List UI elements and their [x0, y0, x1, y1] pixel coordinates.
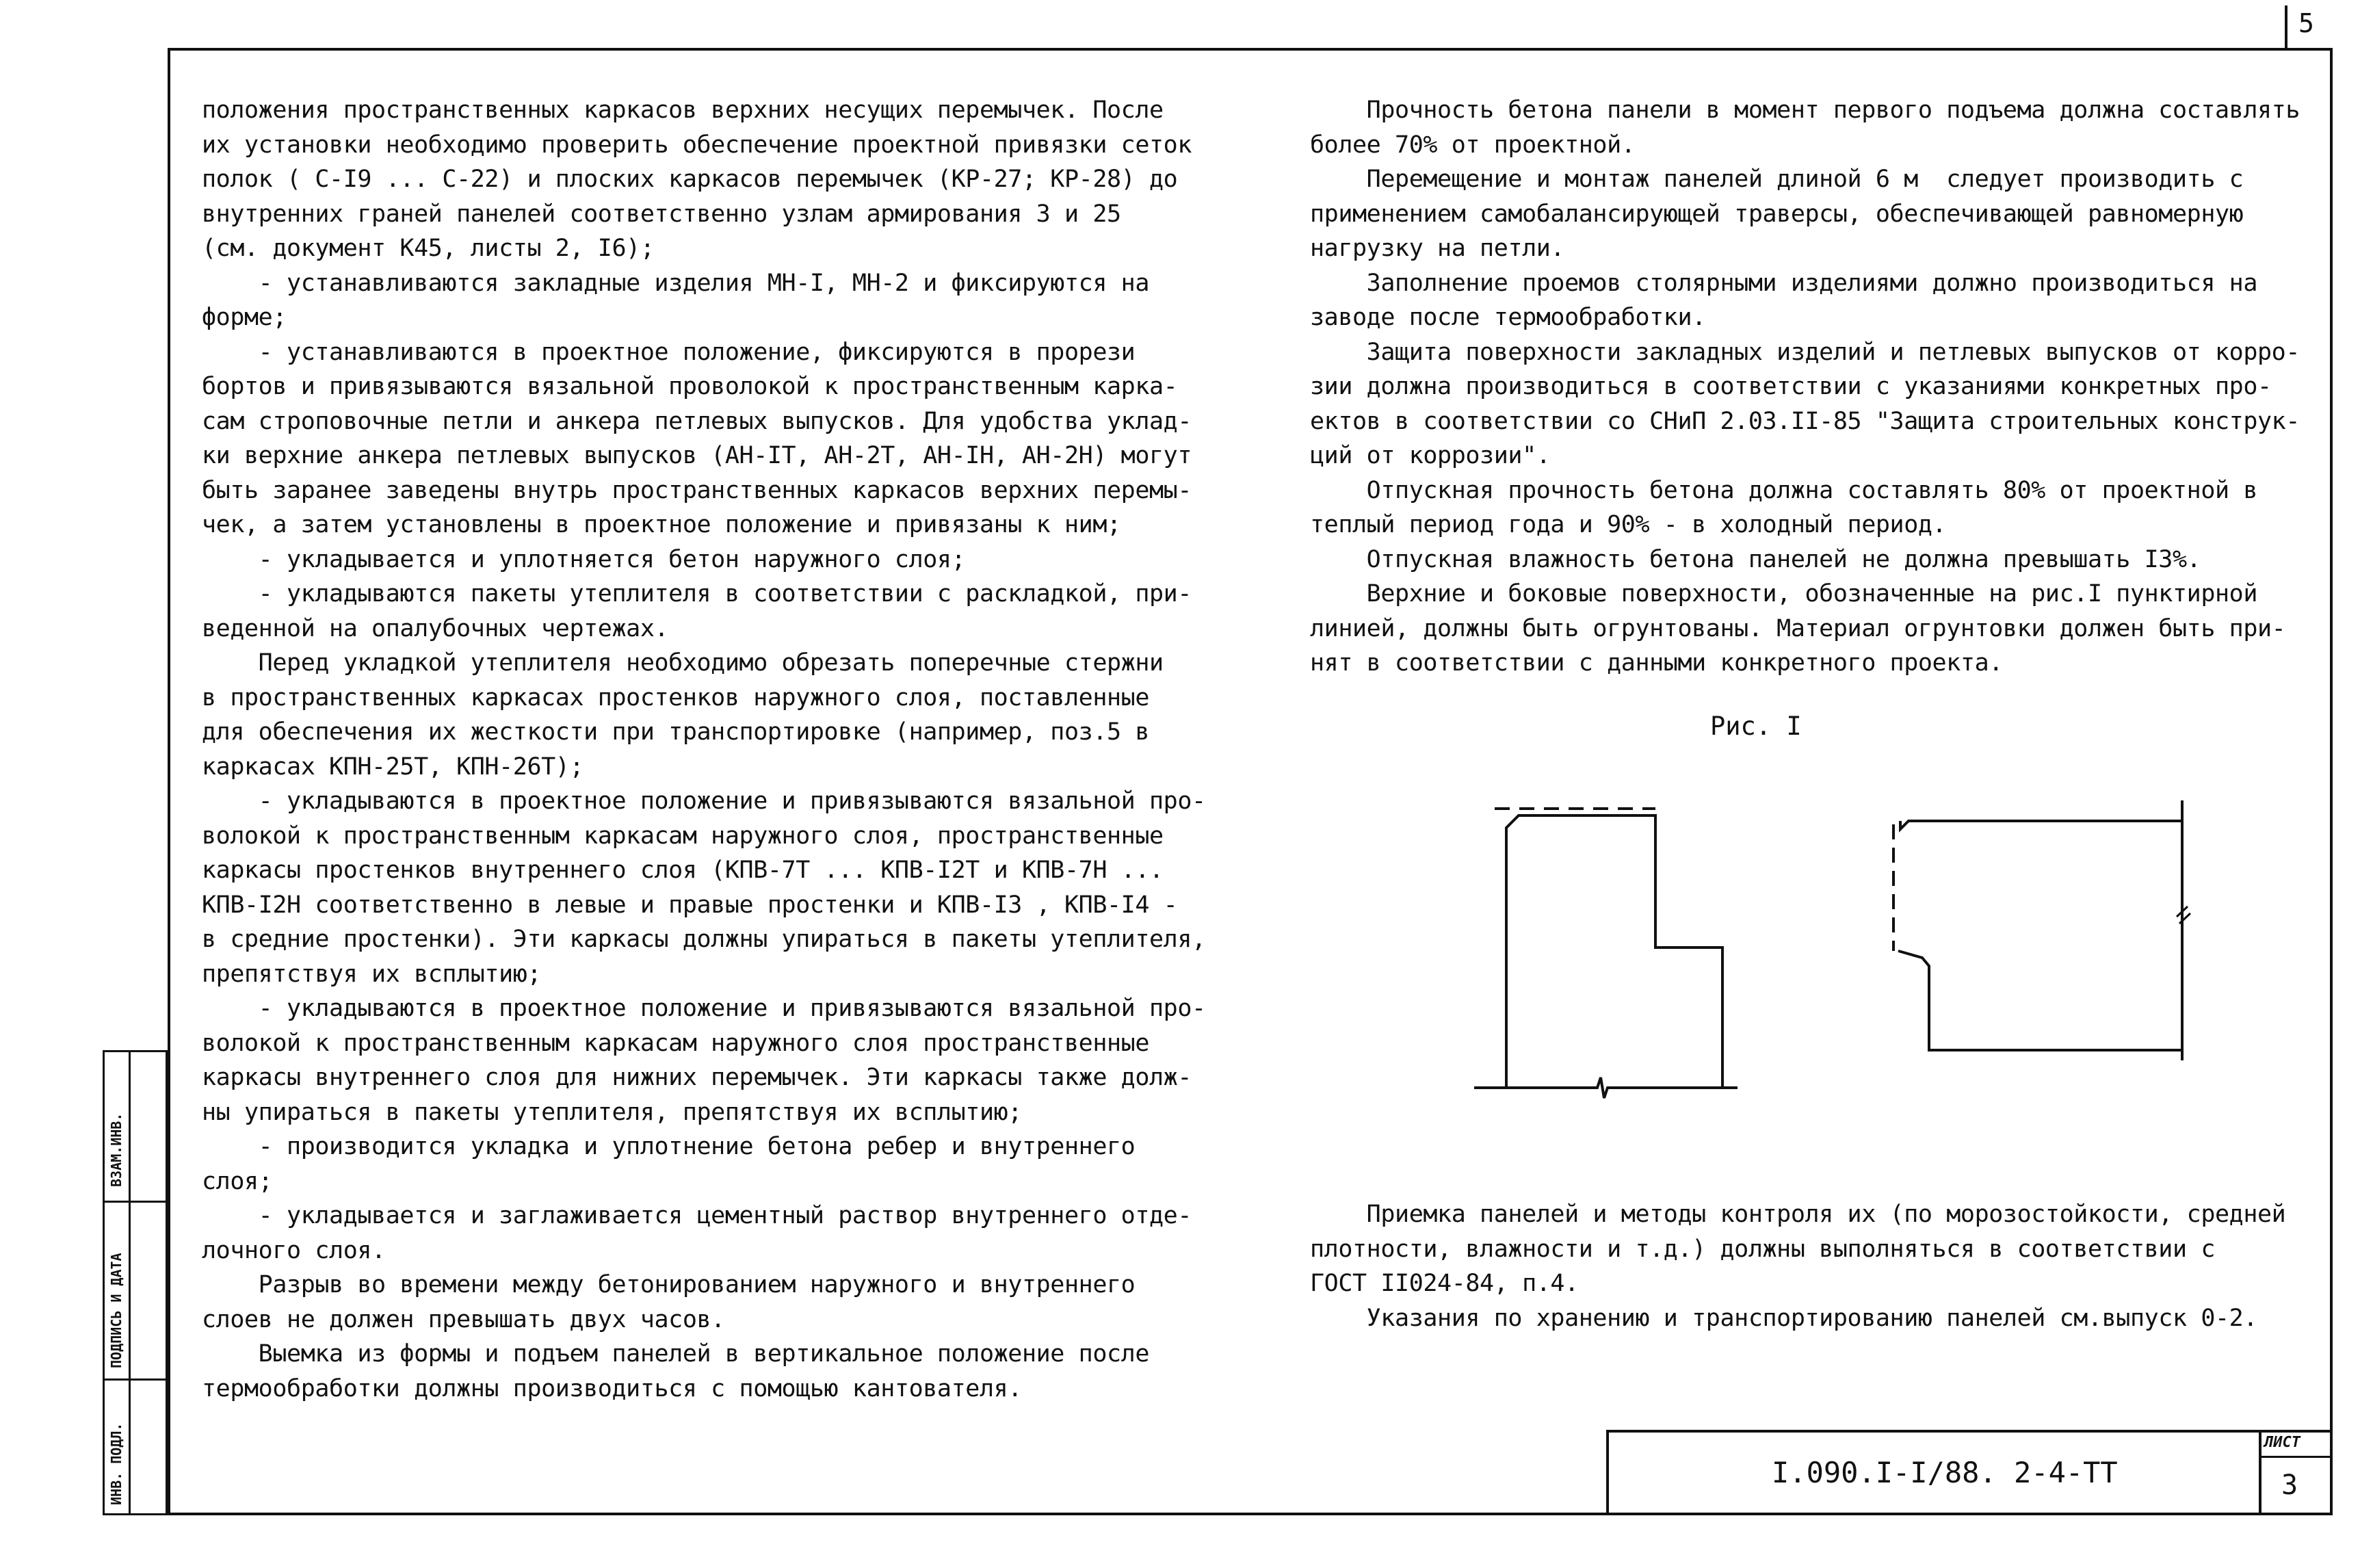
right-text-column-bottom	[1310, 1197, 2285, 1335]
text-line: нят в соответствии с данными конкретного проекта.	[1310, 649, 2003, 677]
text-line: Разрыв во времени между бетонированием наружного и внутреннего	[202, 1271, 1136, 1298]
sheet-number-top: 5	[2298, 8, 2314, 38]
text-line: Перед укладкой утеплителя необходимо обрезать поперечные стержни	[202, 649, 1164, 677]
text-line: волокой к пространственным каркасам наружного слоя пространственные	[202, 1029, 1150, 1057]
figure-caption: Рис. I	[1710, 711, 1802, 741]
text-line: зии должна производиться в соответствии с указаниями конкретных про-	[1310, 373, 2272, 400]
left-text-column	[202, 93, 1206, 1406]
text-line: Перемещение и монтаж панелей длиной 6 м следует производить с	[1310, 166, 2244, 193]
sheet-cell-divider	[2259, 1456, 2333, 1458]
text-line: Выемка из формы и подъем панелей в вертикальное положение после	[202, 1340, 1150, 1368]
stamp-divider	[103, 1201, 168, 1203]
stamp-label-replace: ВЗАМ.ИНВ.	[108, 1112, 124, 1187]
text-line: Отпускная влажность бетона панелей не должна превышать I3%.	[1310, 545, 2201, 573]
text-line: волокой к пространственным каркасам наружного слоя, пространственные	[202, 822, 1164, 850]
text-line: Указания по хранению и транспортированию панелей см.выпуск 0-2.	[1310, 1304, 2258, 1332]
text-line: их установки необходимо проверить обеспечение проектной привязки сеток	[202, 131, 1192, 159]
stamp-label-sign-date: ПОДПИСЬ И ДАТА	[108, 1253, 124, 1368]
top-border-tick	[2285, 5, 2287, 49]
text-line: каркасах КПН-25Т, КПН-26Т);	[202, 753, 584, 781]
left-section-drawing	[1474, 809, 1738, 1098]
text-line: КПВ-I2Н соответственно в левые и правые простенки и КПВ-I3 , КПВ-I4 -	[202, 891, 1178, 919]
text-line: форме;	[202, 304, 287, 331]
text-line: слоя;	[202, 1167, 273, 1195]
text-line: теплый период года и 90% - в холодный период.	[1310, 511, 1947, 538]
stamp-divider	[103, 1378, 168, 1381]
text-line: термообработки должны производиться с помощью кантователя.	[202, 1374, 1022, 1402]
text-line: в средние простенки). Эти каркасы должны упираться в пакеты утеплителя,	[202, 926, 1206, 953]
text-line: в пространственных каркасах простенков наружного слоя, поставленные	[202, 683, 1150, 711]
text-line: слоев не должен превышать двух часов.	[202, 1305, 725, 1333]
text-line: нагрузку на петли.	[1310, 235, 1565, 262]
text-line: - укладываются в проектное положение и привязываются вязальной про-	[202, 995, 1206, 1022]
text-line: Прочность бетона панели в момент первого подъема должна составлять	[1310, 96, 2300, 124]
text-line: - устанавливаются закладные изделия МН-I, МН-2 и фиксируются на	[202, 269, 1150, 297]
right-text-column-top	[1310, 93, 2300, 681]
text-line: Верхние и боковые поверхности, обозначенные на рис.I пунктирной	[1310, 580, 2258, 607]
text-line: Отпускная прочность бетона должна составлять 80% от проектной в	[1310, 476, 2258, 504]
text-line: - производится укладка и уплотнение бетона ребер и внутреннего	[202, 1133, 1136, 1160]
text-line: каркасы внутреннего слоя для нижних перемычек. Эти каркасы также долж-	[202, 1064, 1192, 1091]
text-line: линией, должны быть огрунтованы. Материал огрунтовки должен быть при-	[1310, 614, 2286, 642]
text-line: бортов и привязываются вязальной проволокой к пространственным карка-	[202, 373, 1178, 400]
text-line: - укладывается и уплотняется бетон наружного слоя;	[202, 545, 966, 573]
text-line: (см. документ К45, листы 2, I6);	[202, 235, 655, 262]
text-line: Заполнение проемов столярными изделиями должно производиться на	[1310, 269, 2258, 297]
text-line: - укладываются пакеты утеплителя в соответствии с раскладкой, при-	[202, 580, 1192, 607]
text-line: применением самобалансирующей траверсы, обеспечивающей равномерную	[1310, 200, 2244, 228]
text-line: плотности, влажности и т.д.) должны выполняться в соответствии с	[1310, 1235, 2215, 1263]
sheet-label: ЛИСТ	[2264, 1434, 2300, 1451]
right-section-drawing	[1893, 800, 2190, 1060]
stamp-label-inv: ИНВ. ПОДЛ.	[108, 1422, 124, 1505]
text-line: каркасы простенков внутреннего слоя (КПВ-7Т ... КПВ-I2Т и КПВ-7Н ...	[202, 857, 1164, 884]
text-line: ны упираться в пакеты утеплителя, препятствуя их всплытию;	[202, 1098, 1022, 1126]
text-line: - устанавливаются в проектное положение, фиксируются в прорези	[202, 338, 1136, 366]
text-line: быть заранее заведены внутрь пространственных каркасов верхних перемы-	[202, 476, 1192, 504]
text-line: лочного слоя.	[202, 1236, 386, 1264]
text-line: заводе после термообработки.	[1310, 304, 1706, 331]
text-line: чек, а затем установлены в проектное положение и привязаны к ним;	[202, 511, 1121, 538]
text-line: веденной на опалубочных чертежах.	[202, 614, 669, 642]
text-line: препятствуя их всплытию;	[202, 960, 542, 988]
document-code: I.090.I-I/88. 2-4-ТТ	[1772, 1456, 2118, 1489]
text-line: полок ( С-I9 ... С-22) и плоских каркасов перемычек (КР-27; КР-28) до	[202, 166, 1178, 193]
text-line: более 70% от проектной.	[1310, 131, 1636, 159]
text-line: - укладывается и заглаживается цементный раствор внутреннего отде-	[202, 1202, 1192, 1229]
text-line: ГОСТ II024-84, п.4.	[1310, 1270, 1579, 1297]
text-line: ций от коррозии".	[1310, 442, 1551, 469]
text-line: сам строповочные петли и анкера петлевых выпусков. Для удобства уклад-	[202, 407, 1192, 435]
text-line: Защита поверхности закладных изделий и петлевых выпусков от корро-	[1310, 338, 2300, 366]
text-line: ки верхние анкера петлевых выпусков (АН-IТ, АН-2Т, АН-IН, АН-2Н) могут	[202, 442, 1192, 469]
sheet-number: 3	[2281, 1469, 2298, 1501]
text-line: положения пространственных каркасов верхних несущих перемычек. После	[202, 96, 1164, 124]
figure-panel-sections	[1450, 787, 2203, 1115]
text-line: ектов в соответствии со СНиП 2.03.II-85 "Защита строительных конструк-	[1310, 407, 2300, 435]
text-line: внутренних граней панелей соответственно узлам армирования 3 и 25	[202, 200, 1121, 228]
text-line: Приемка панелей и методы контроля их (по морозостойкости, средней	[1310, 1201, 2286, 1228]
text-line: - укладываются в проектное положение и привязываются вязальной про-	[202, 787, 1206, 815]
text-line: для обеспечения их жесткости при транспортировке (например, поз.5 в	[202, 718, 1150, 746]
stamp-divider-vertical	[129, 1050, 131, 1515]
